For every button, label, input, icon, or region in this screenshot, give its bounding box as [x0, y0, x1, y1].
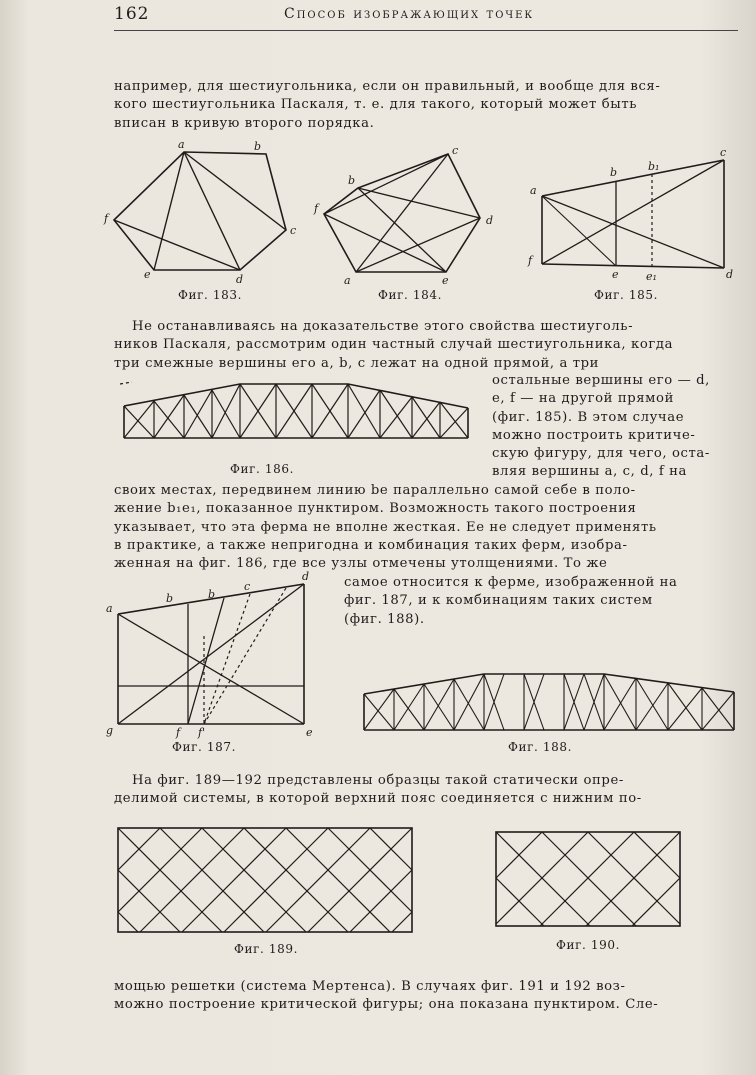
figure-190-lattice — [494, 830, 684, 930]
figure-184-hexagon — [314, 144, 498, 287]
svg-text:c: c — [290, 224, 297, 237]
text-line: ников Паскаля, рассмотрим один частный случай шестиугольника, когда — [114, 337, 674, 353]
text-line: фиг. 187, и к комбинациям таких систем — [344, 593, 653, 609]
figure-188-truss-combo — [360, 664, 740, 736]
svg-text:a: a — [178, 138, 185, 151]
paragraph-mertens-system — [114, 978, 738, 1015]
svg-text:a: a — [344, 274, 351, 287]
paragraph-pascal-wrap — [492, 372, 738, 482]
svg-text:d: d — [486, 214, 494, 227]
text-line: например, для шестиугольника, если он правильный, и вообще для вся- — [114, 79, 661, 94]
text-line: остальные вершины его — d, — [492, 373, 710, 388]
caption-fig-190: Фиг. 190. — [556, 938, 620, 952]
text-line: можно построить критиче- — [492, 427, 696, 443]
figure-186-truss-combo — [118, 370, 473, 450]
svg-text:f: f — [528, 254, 533, 267]
svg-text:f: f — [314, 202, 319, 215]
svg-text:e₁: e₁ — [646, 270, 657, 283]
text-line: кого шестиугольника Паскаля, т. е. для такого, который может быть — [114, 97, 638, 113]
text-line: самое относится к ферме, изображенной на — [344, 575, 678, 590]
text-line: (фиг. 188). — [344, 611, 425, 627]
svg-text:g: g — [106, 724, 114, 737]
caption-fig-188: Фиг. 188. — [508, 740, 572, 754]
svg-text:e: e — [144, 268, 151, 281]
svg-text:b: b — [254, 140, 262, 153]
header-rule — [114, 30, 738, 31]
svg-text:c: c — [244, 580, 251, 593]
caption-fig-186: Фиг. 186. — [230, 462, 294, 476]
svg-text:c: c — [452, 144, 459, 157]
figure-187-truss — [104, 570, 326, 739]
text-line: делимой системы, в которой верхний пояс соединяется с нижним по- — [114, 791, 642, 807]
paragraph-mertens-intro — [114, 772, 738, 809]
text-line: можно построение критической фигуры; она показана пунктиром. Сле- — [114, 997, 659, 1013]
text-line: вписан в кривую второго порядка. — [114, 115, 375, 131]
text-line: (фиг. 185). В этом случае — [492, 409, 685, 425]
caption-fig-189: Фиг. 189. — [234, 942, 298, 956]
text-line: На фиг. 189—192 представлены образцы такой статически опре- — [132, 773, 624, 788]
svg-text:d: d — [726, 268, 734, 281]
svg-text:d: d — [302, 570, 310, 583]
caption-fig-185: Фиг. 185. — [594, 288, 658, 302]
text-line: Не останавливаясь на доказательстве этого свойства шестиуголь- — [132, 319, 634, 334]
svg-text:b₁: b₁ — [648, 160, 660, 173]
svg-text:a: a — [530, 184, 537, 197]
paragraph-truss-notes-wrap — [344, 574, 738, 629]
text-line: мощью решетки (система Мертенса). В случаях фиг. 191 и 192 воз- — [114, 979, 626, 994]
text-line: своих местах, передвинем линию be параллельно самой себе в поло- — [114, 483, 636, 498]
svg-text:b: b — [208, 588, 216, 601]
text-line: вляя вершины a, c, d, f на — [492, 464, 687, 480]
text-line: скую фигуру, для чего, оста- — [492, 446, 710, 462]
caption-fig-187: Фиг. 187. — [172, 740, 236, 754]
running-title: Способ изображающих точек — [284, 6, 535, 22]
svg-text:e: e — [612, 268, 619, 281]
svg-text:f: f — [176, 726, 181, 739]
svg-text:e: e — [306, 726, 313, 739]
svg-text:f: f — [104, 212, 109, 225]
figure-185-truss — [528, 146, 738, 283]
svg-text:f': f' — [198, 726, 206, 739]
figure-183-hexagon — [104, 138, 298, 286]
svg-text:b: b — [166, 592, 174, 605]
svg-text:a: a — [106, 602, 113, 615]
page-header — [114, 2, 738, 28]
text-line: указывает, что эта ферма не вполне жесткая. Ее не следует применять — [114, 519, 657, 535]
svg-text:b: b — [610, 166, 618, 179]
paragraph-pascal — [114, 318, 738, 373]
text-line: три смежные вершины его a, b, c лежат на одной прямой, а три — [114, 355, 600, 371]
figure-189-lattice — [116, 826, 416, 936]
caption-fig-183: Фиг. 183. — [178, 288, 242, 302]
svg-text:d: d — [236, 273, 244, 286]
svg-text:b: b — [348, 174, 356, 187]
text-line: в практике, а также непригодна и комбинация таких ферм, изобра- — [114, 537, 628, 553]
caption-fig-184: Фиг. 184. — [378, 288, 442, 302]
text-line: женная на фиг. 186, где все узлы отмечены утолщениями. То же — [114, 556, 608, 572]
page-number: 162 — [114, 4, 150, 24]
paragraph-truss-notes — [114, 482, 738, 573]
svg-text:e: e — [442, 274, 449, 287]
paragraph-intro — [114, 78, 738, 133]
text-line: e, f — на другой прямой — [492, 391, 674, 407]
text-line: жение b₁e₁, показанное пунктиром. Возможность такого построения — [114, 501, 637, 517]
svg-text:c: c — [720, 146, 727, 159]
